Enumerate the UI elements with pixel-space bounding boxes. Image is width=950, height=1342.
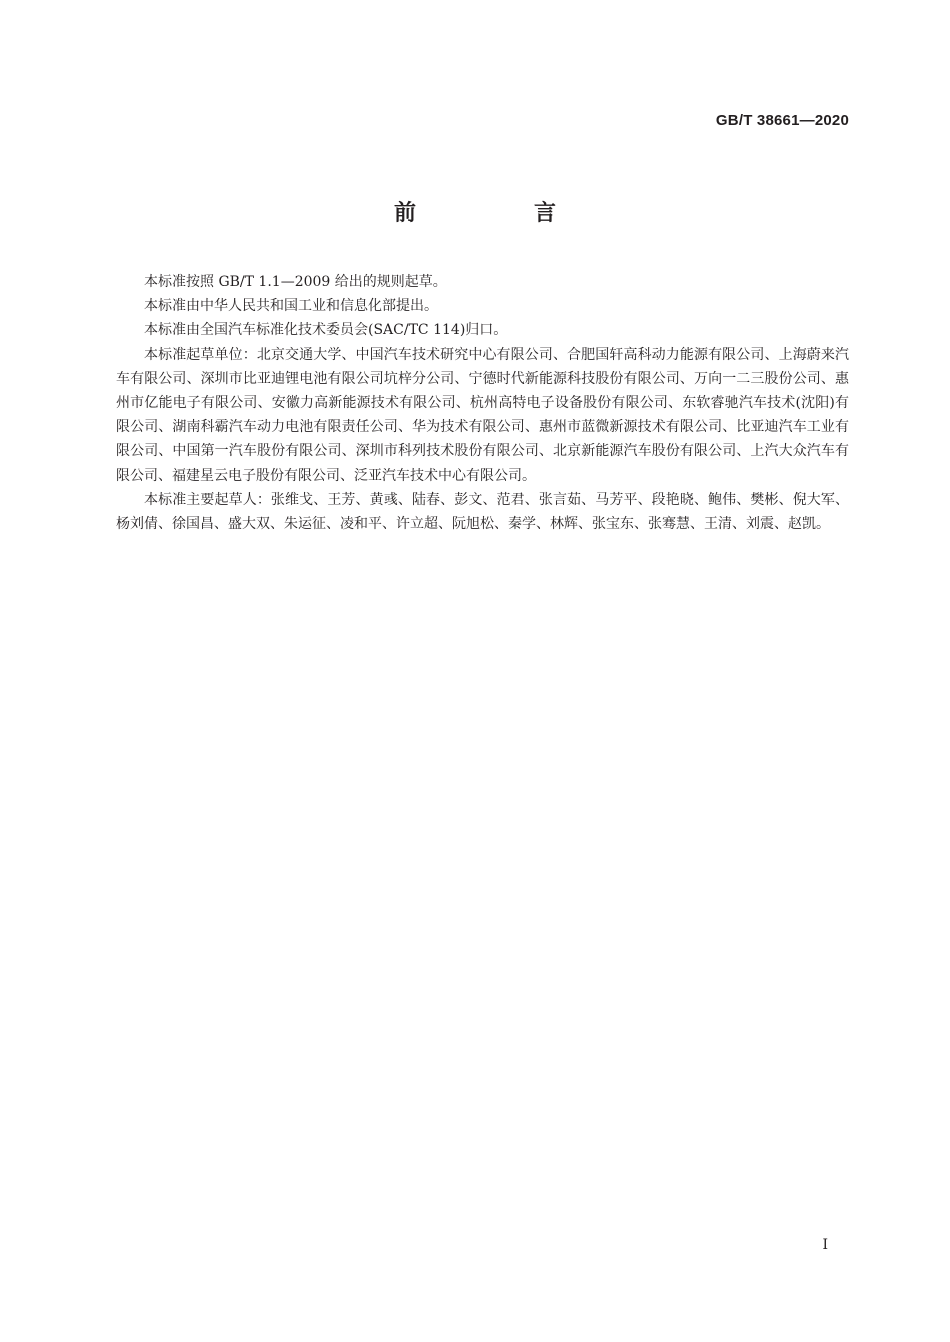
paragraph-administrator: 本标准由全国汽车标准化技术委员会(SAC/TC 114)归口。 (144, 322, 508, 339)
paragraph-proposer: 本标准由中华人民共和国工业和信息化部提出。 (144, 298, 438, 315)
paragraph-drafting-units: 本标准起草单位：北京交通大学、中国汽车技术研究中心有限公司、合肥国轩高科动力能源有限公司、上海蔚来汽车有限公司、深圳市比亚迪锂电池有限公司坑梓分公司、宁德时代新能源科技股份有限公司、万向一二三股份公司、惠州市亿能电子有限公司、安徽力高新能源技术有限公司、杭州高特电子设备股份有限公司、东软睿驰汽车技术(沈阳)有限公司、湖南科霸汽车动力电池有限责任公司、华为技术有限公司、惠州市蓝微新源技术有限公司、比亚迪汽车工业有限公司、中国第一汽车股份有限公司、深圳市科列技术股份有限公司、北京新能源汽车股份有限公司、上汽大众汽车有限公司、福建星云电子股份有限公司、泛亚汽车技术中心有限公司。 (116, 346, 849, 484)
page-title: 前 言 (393, 201, 604, 226)
paragraph-drafting-rules: 本标准按照 GB/T 1.1—2009 给出的规则起草。 (144, 274, 447, 290)
page-number: I (822, 1237, 828, 1253)
foreword-body (116, 270, 849, 536)
paragraph-drafters: 本标准主要起草人：张维戈、王芳、黄彧、陆春、彭文、范君、张言茹、马芳平、段艳晓、鲍伟、樊彬、倪大军、杨刘倩、徐国昌、盛大双、朱运征、凌和平、许立超、阮旭松、秦学、林辉、张宝东、张骞慧、王清、刘震、赵凯。 (116, 491, 849, 533)
standard-number: GB/T 38661—2020 (715, 112, 849, 129)
